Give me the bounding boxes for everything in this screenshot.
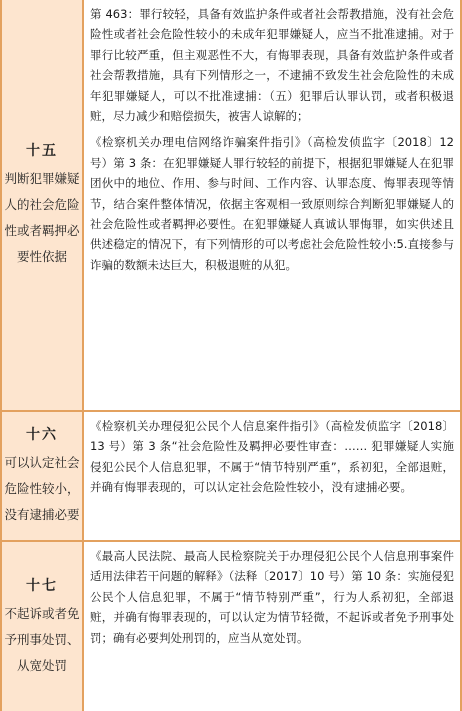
table-row — [0, 542, 462, 711]
provision-text: 《检察机关办理侵犯公民个人信息案件指引》（高检发侦监字〔2018〕13 号）第 3 条“社会危险性及羁押必要性审查：…… 犯罪嫌疑人实施侵犯公民个人信息犯罪，不属于“情节特别严重”，系初犯，全部退赃，并确有悔罪表现的，可以认定社会危险性较小，没有逮捕必要。 — [90, 419, 454, 495]
row-content — [84, 412, 462, 540]
row-number: 十七 — [26, 577, 58, 594]
provision-text: 《最高人民法院、最高人民检察院关于办理侵犯公民个人信息刑事案件适用法律若干问题的解释》（法释〔2017〕10 号）第 10 条：实施侵犯公民个人信息犯罪，不属于“情节特别严重”，行为人系初犯，全部退赃，并确有悔罪表现的，可以认定为情节轻微，不起诉或者免予刑事处罚；确有必要判处刑罚的，应当从宽处罚。 — [90, 549, 454, 645]
provision-text: 第 463：罪行较轻，具备有效监护条件或者社会帮教措施，没有社会危险性或者社会危险性较小的未成年犯罪嫌疑人，应当不批准逮捕。对于罪行比较严重，但主观恶性不大，有悔罪表现，具备有效监护条件或者社会帮教措施，具有下列情形之一，不逮捕不致发生社会危险性的未成年犯罪嫌疑人，可以不批准逮捕：（五）犯罪后认罪认罚，或者积极退赃，尽力减少和赔偿损失，被害人谅解的； — [90, 7, 454, 124]
provision-text: 《检察机关办理电信网络诈骗案件指引》（高检发侦监字〔2018〕12 号）第 3 条：在犯罪嫌疑人罪行较轻的前提下，根据犯罪嫌疑人在犯罪团伙中的地位、作用、参与时间、工作内容、认罪态度、悔罪表现等情节，结合案件整体情况，依据主客观相一致原则综合判断犯罪嫌疑人的社会危险性或者羁押必要性。在犯罪嫌疑人真诚认罪悔罪，如实供述且供述稳定的情况下，有下列情形的可以考虑社会危险性较小:5.直接参与诈骗的数额未达巨大，积极退赃的从犯。 — [90, 135, 454, 272]
row-title: 可以认定社会危险性较小，没有逮捕必要 — [4, 455, 80, 522]
row-header — [0, 0, 84, 410]
table-row — [0, 412, 462, 542]
row-content — [84, 542, 462, 711]
row-title: 判断犯罪嫌疑人的社会危险性或者羁押必要性依据 — [4, 171, 80, 264]
row-header — [0, 542, 84, 711]
row-number: 十六 — [26, 427, 58, 443]
row-header — [0, 412, 84, 540]
row-content — [84, 0, 462, 410]
row-title: 不起诉或者免予刑事处罚、从宽处罚 — [4, 605, 80, 673]
row-number: 十五 — [26, 143, 58, 159]
